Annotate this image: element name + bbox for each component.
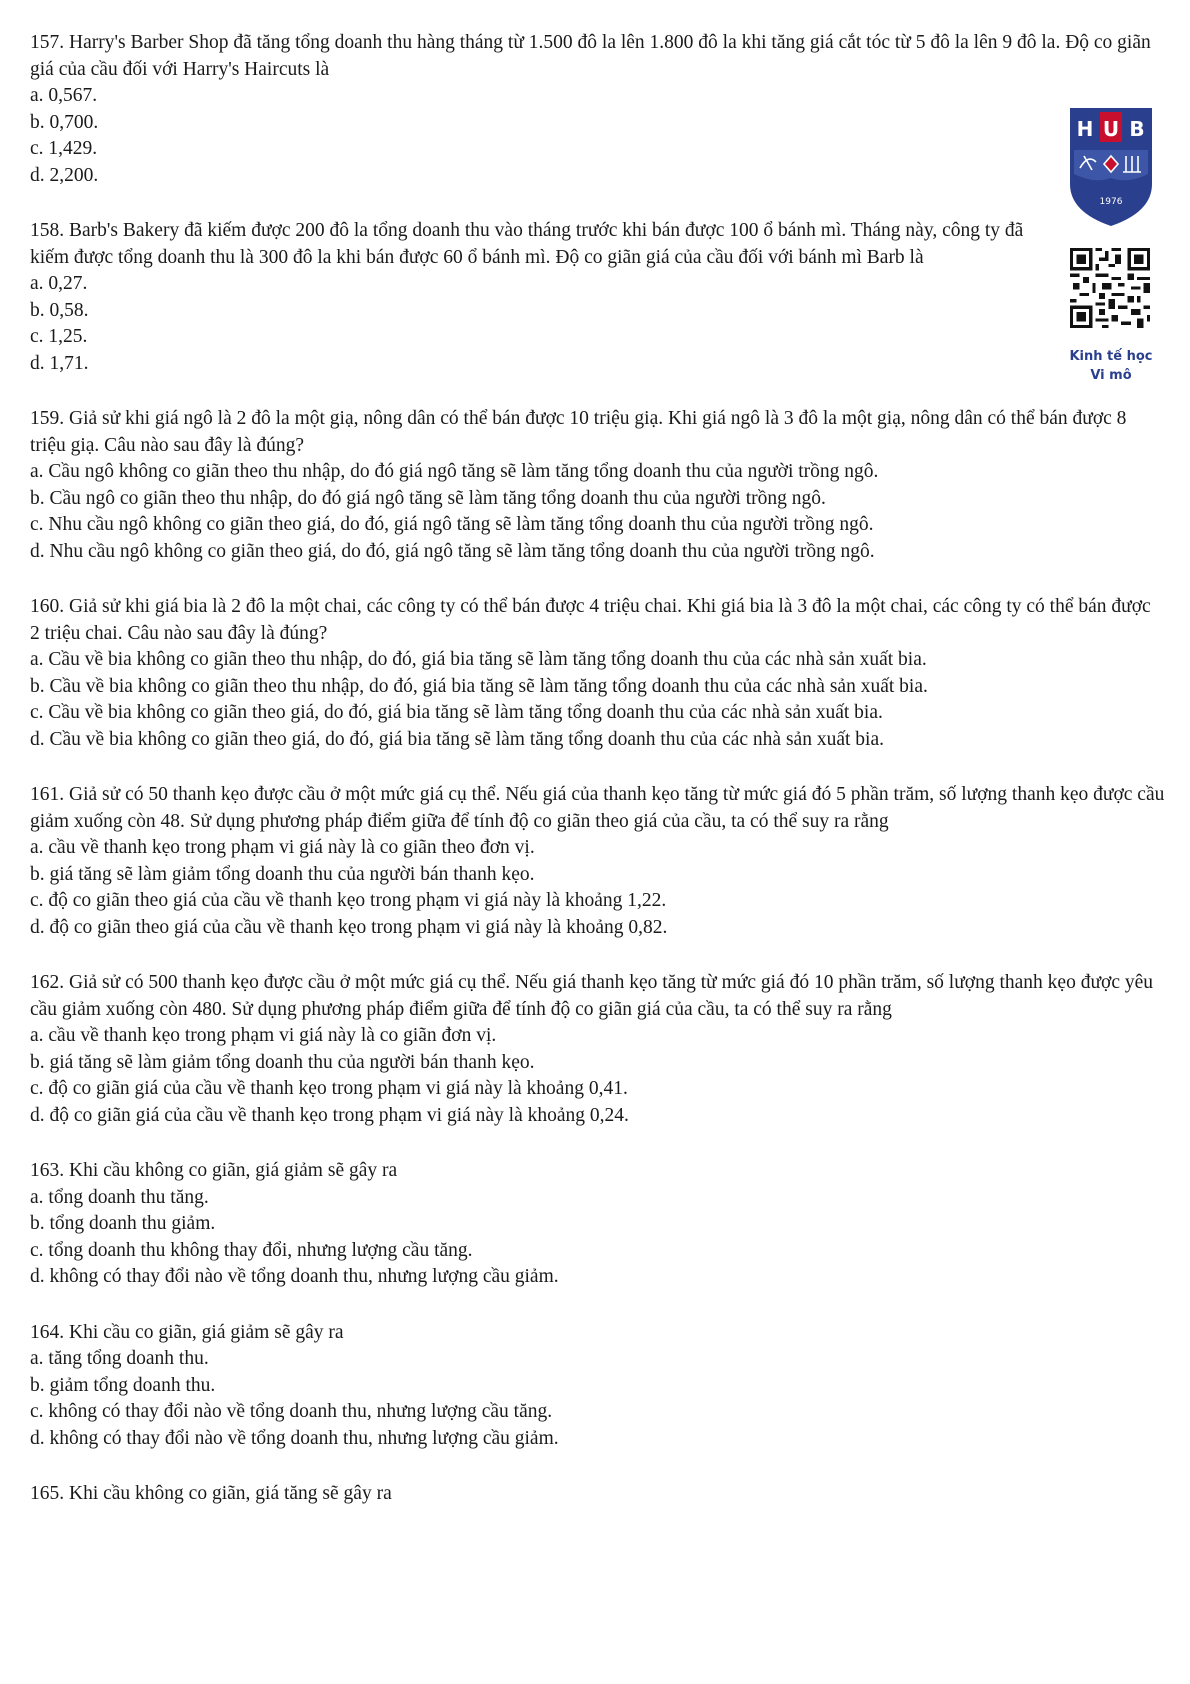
badge-caption-title: Kinh tế học xyxy=(1069,349,1153,364)
option-d: d. Nhu cầu ngô không co giãn theo giá, do đó, giá ngô tăng sẽ làm tăng tổng doanh thu của người trồng ngô. xyxy=(30,540,875,562)
option-a: a. 0,27. xyxy=(30,273,88,294)
option-c: c. tổng doanh thu không thay đổi, nhưng lượng cầu tăng. xyxy=(30,1239,473,1261)
question-stem: 165. Khi cầu không co giãn, giá tăng sẽ gây ra xyxy=(30,1483,392,1504)
option-c: c. độ co giãn theo giá của cầu về thanh kẹo trong phạm vi giá này là khoảng 1,22. xyxy=(30,890,667,911)
option-b: b. tổng doanh thu giảm. xyxy=(30,1213,216,1234)
question-159 xyxy=(30,406,1165,565)
question-161 xyxy=(30,782,1165,941)
badge-letter-b: B xyxy=(1129,117,1145,141)
badge-letter-u: U xyxy=(1102,117,1120,141)
option-a: a. tổng doanh thu tăng. xyxy=(30,1186,209,1208)
option-b: b. giá tăng sẽ làm giảm tổng doanh thu của người bán thanh kẹo. xyxy=(30,863,535,885)
option-d: d. không có thay đổi nào về tổng doanh thu, nhưng lượng cầu giảm. xyxy=(30,1427,559,1449)
option-c: c. độ co giãn giá của cầu về thanh kẹo trong phạm vi giá này là khoảng 0,41. xyxy=(30,1078,628,1099)
option-d: d. Cầu về bia không co giãn theo giá, do đó, giá bia tăng sẽ làm tăng tổng doanh thu của các nhà sản xuất bia. xyxy=(30,728,884,750)
option-d: d. độ co giãn theo giá của cầu về thanh kẹo trong phạm vi giá này là khoảng 0,82. xyxy=(30,916,668,938)
question-stem: 158. Barb's Bakery đã kiếm được 200 đô la tổng doanh thu vào tháng trước khi bán được 100 ổ bánh mì. Tháng này, công ty đã kiếm được tổng doanh thu là 300 đô la khi bán được 60 ổ bánh mì. Độ co giãn giá của cầu đối với bánh mì Barb là xyxy=(30,220,1024,268)
option-d: d. không có thay đổi nào về tổng doanh thu, nhưng lượng cầu giảm. xyxy=(30,1266,559,1287)
option-a: a. Cầu ngô không co giãn theo thu nhập, do đó giá ngô tăng sẽ làm tăng tổng doanh thu của người trồng ngô. xyxy=(30,461,879,482)
option-a: a. cầu về thanh kẹo trong phạm vi giá này là co giãn đơn vị. xyxy=(30,1025,497,1046)
option-b: b. Cầu về bia không co giãn theo thu nhập, do đó, giá bia tăng sẽ làm tăng tổng doanh thu của các nhà sản xuất bia. xyxy=(30,675,928,697)
question-stem: 162. Giả sử có 500 thanh kẹo được cầu ở một mức giá cụ thể. Nếu giá thanh kẹo tăng từ mức giá đó 10 phần trăm, số lượng thanh kẹo được yêu cầu giảm xuống còn 480. Sử dụng phương pháp điểm giữa để tính độ co giãn giá của cầu, ta có thể suy ra rằng xyxy=(30,972,1154,1020)
question-165 xyxy=(30,1481,1165,1508)
badge-letter-h: H xyxy=(1076,117,1094,141)
question-stem: 161. Giả sử có 50 thanh kẹo được cầu ở một mức giá cụ thể. Nếu giá của thanh kẹo tăng từ mức giá đó 5 phần trăm, số lượng thanh kẹo được cầu giảm xuống còn 48. Sử dụng phương pháp điểm giữa để tính độ co giãn theo giá của cầu, ta có thể suy ra rằng xyxy=(30,784,1165,832)
question-162 xyxy=(30,970,1165,1129)
option-d: d. độ co giãn giá của cầu về thanh kẹo trong phạm vi giá này là khoảng 0,24. xyxy=(30,1104,629,1126)
option-b: b. giảm tổng doanh thu. xyxy=(30,1374,216,1396)
question-163 xyxy=(30,1158,1165,1291)
option-c: c. 1,25. xyxy=(30,326,88,347)
question-160 xyxy=(30,594,1165,753)
question-list xyxy=(30,30,1165,1537)
question-stem: 160. Giả sử khi giá bia là 2 đô la một chai, các công ty có thể bán được 4 triệu chai. Khi giá bia là 3 đô la một chai, các công ty có thể bán được 2 triệu chai. Câu nào sau đây là đúng? xyxy=(30,596,1151,644)
option-c: c. không có thay đổi nào về tổng doanh thu, nhưng lượng cầu tăng. xyxy=(30,1401,553,1422)
option-b: b. giá tăng sẽ làm giảm tổng doanh thu của người bán thanh kẹo. xyxy=(30,1051,535,1073)
option-a: a. tăng tổng doanh thu. xyxy=(30,1348,209,1369)
option-b: b. 0,700. xyxy=(30,111,99,133)
option-d: d. 2,200. xyxy=(30,164,99,186)
option-a: a. 0,567. xyxy=(30,85,98,106)
badge-caption-subtitle: Vi mô xyxy=(1090,368,1132,383)
hub-shield-logo xyxy=(1068,104,1154,228)
option-a: a. cầu về thanh kẹo trong phạm vi giá này là co giãn theo đơn vị. xyxy=(30,837,535,858)
qr-code[interactable] xyxy=(1070,248,1150,328)
option-c: c. 1,429. xyxy=(30,138,98,159)
option-b: b. Cầu ngô co giãn theo thu nhập, do đó giá ngô tăng sẽ làm tăng tổng doanh thu của người trồng ngô. xyxy=(30,487,826,509)
question-158 xyxy=(30,218,1165,377)
question-stem: 157. Harry's Barber Shop đã tăng tổng doanh thu hàng tháng từ 1.500 đô la lên 1.800 đô la khi tăng giá cắt tóc từ 5 đô la lên 9 đô la. Độ co giãn giá của cầu đối với Harry's Haircuts là xyxy=(30,32,1151,80)
question-stem: 159. Giả sử khi giá ngô là 2 đô la một giạ, nông dân có thể bán được 10 triệu giạ. Khi giá ngô là 3 đô la một giạ, nông dân có thể bán được 8 triệu giạ. Câu nào sau đây là đúng? xyxy=(30,408,1127,456)
question-stem: 164. Khi cầu co giãn, giá giảm sẽ gây ra xyxy=(30,1321,344,1343)
option-c: c. Cầu về bia không co giãn theo giá, do đó, giá bia tăng sẽ làm tăng tổng doanh thu của các nhà sản xuất bia. xyxy=(30,702,883,723)
option-b: b. 0,58. xyxy=(30,299,89,321)
question-stem: 163. Khi cầu không co giãn, giá giảm sẽ gây ra xyxy=(30,1160,398,1181)
option-d: d. 1,71. xyxy=(30,352,89,374)
badge-year: 1976 xyxy=(1099,197,1123,207)
option-c: c. Nhu cầu ngô không co giãn theo giá, do đó, giá ngô tăng sẽ làm tăng tổng doanh thu của người trồng ngô. xyxy=(30,514,874,535)
question-157 xyxy=(30,30,1165,189)
question-164 xyxy=(30,1320,1165,1453)
option-a: a. Cầu về bia không co giãn theo thu nhập, do đó, giá bia tăng sẽ làm tăng tổng doanh thu của các nhà sản xuất bia. xyxy=(30,649,927,670)
